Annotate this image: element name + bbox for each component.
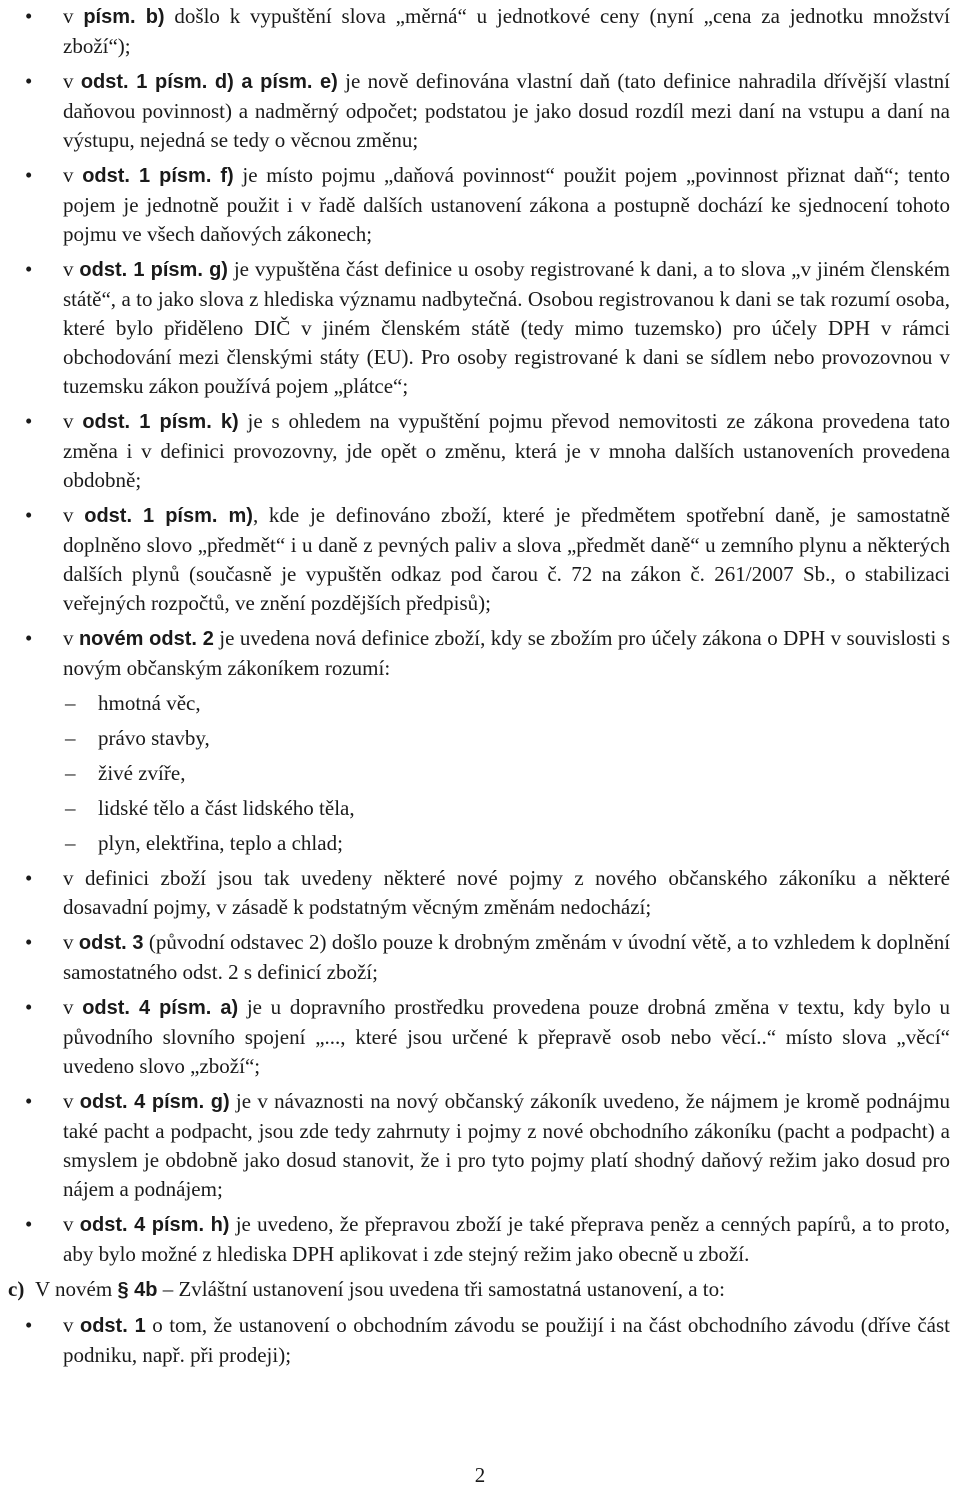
bullet-icon: • — [25, 163, 33, 187]
bullet-paragraph — [8, 928, 950, 987]
text-run: – Zvláštní ustanovení jsou uvedena tři samostatná ustanovení, a to: — [157, 1277, 725, 1301]
dash-item-text: lidské tělo a část lidského těla, — [98, 796, 355, 820]
dash-item-text: plyn, elektřina, teplo a chlad; — [98, 831, 343, 855]
text-run: , kde je definováno zboží, které je předmětem spotřební daně, je samostatně doplněno slovo „předmět“ i u daně z pevných paliv a slova „předmět daně“ u zemního plynu a některých dalších plynů (současně je vypuštěn odkaz pod čarou č. 72 na zákon č. 261/2007 Sb., o stabilizaci veřejných rozpočtů, ve znění pozdějších předpisů); — [63, 503, 950, 615]
dash-list-item — [8, 829, 950, 858]
bold-reference: odst. 1 písm. g) — [79, 259, 228, 281]
bullet-paragraph — [8, 2, 950, 61]
text-run: je uvedeno, že přepravou zboží je také přeprava peněz a cenných papírů, a to proto, aby bylo možné z hlediska DPH aplikovat i zde stejný režim jako obecně u zboží. — [63, 1212, 951, 1266]
section-c-marker: c) — [8, 1277, 25, 1301]
bold-reference: písm. b) — [83, 6, 165, 28]
bold-reference: odst. 3 — [78, 932, 144, 954]
bullet-list-changes — [8, 864, 950, 1269]
text-run: v — [63, 409, 83, 433]
bullet-paragraph — [8, 864, 950, 922]
dash-list-item — [8, 794, 950, 823]
paragraph-text — [63, 1089, 950, 1201]
bullet-paragraph — [8, 624, 950, 683]
bullet-paragraph — [8, 67, 950, 155]
bold-reference: odst. 1 písm. k) — [82, 411, 239, 433]
text-run: v — [63, 1313, 80, 1337]
bullet-paragraph — [8, 407, 950, 495]
dash-list-item — [8, 759, 950, 788]
dash-list-item — [8, 724, 950, 753]
section-c-heading — [8, 1275, 950, 1305]
bullet-paragraph — [8, 1210, 950, 1269]
text-run: v — [63, 930, 79, 954]
bullet-paragraph — [8, 993, 950, 1081]
bullet-icon: • — [25, 930, 33, 954]
bullet-icon: • — [25, 995, 33, 1019]
text-run: v — [63, 503, 85, 527]
text-run: v — [63, 995, 83, 1019]
text-run: v — [63, 1212, 80, 1236]
bullet-icon: • — [25, 69, 33, 93]
paragraph-text — [63, 503, 950, 615]
text-run: v — [63, 1089, 80, 1113]
text-run: (původní odstavec 2) došlo pouze k drobným změnám v úvodní větě, a to vzhledem k doplnění samostatného odst. 2 s definicí zboží; — [63, 930, 951, 984]
bullet-icon: • — [25, 409, 33, 433]
bullet-icon: • — [25, 4, 33, 28]
bullet-list-definitions — [8, 2, 950, 683]
paragraph-text — [63, 4, 950, 58]
paragraph-text — [63, 163, 950, 246]
bullet-icon: • — [25, 866, 33, 890]
bullet-icon: • — [25, 626, 33, 650]
paragraph-text — [63, 626, 950, 680]
bullet-icon: • — [25, 1212, 33, 1236]
text-run: v — [63, 626, 79, 650]
text-run: je v návaznosti na nový občanský zákoník uvedeno, že nájmem je kromě podnájmu také pacht a podpacht, jsou zde tedy zahrnuty i pojmy z nové obchodního zákoníku (pacht a podpacht) a smyslem je obdobně jako dosud stanovit, že i pro tyto pojmy platí shodný daňový režim jako dosud pro nájem a podnájem; — [63, 1089, 951, 1201]
paragraph-text — [63, 866, 950, 919]
bullet-paragraph — [8, 255, 950, 401]
bullet-paragraph — [8, 1311, 950, 1370]
text-run: je nově definována vlastní daň (tato definice nahradila dřívější vlastní daňovou povinnost) a nadměrný odpočet; podstatou je jako dosud rozdíl mezi daní na vstupu a daní na výstupu, nejedná se tedy o věcnou změnu; — [63, 69, 950, 152]
text-run: je vypuštěna část definice u osoby registrované k dani, a to slova „v jiném členském státě“, a to jako slova z hlediska významu nadbytečná. Osobou registrovanou k dani se tak rozumí osoba, které bylo přiděleno DIČ v jiném členském státě (tedy mimo tuzemsko) pro účely DPH v rámci obchodování mezi členskými státy (EU). Pro osoby registrované k dani se sídlem nebo provozovnou v tuzemsku zákon používá pojem „plátce“; — [63, 257, 950, 398]
bullet-paragraph — [8, 1087, 950, 1204]
bullet-icon: • — [25, 1089, 33, 1113]
paragraph-text — [63, 257, 950, 398]
text-run: v — [63, 257, 80, 281]
text-run: o tom, že ustanovení o obchodním závodu se použijí i na část obchodního závodu (dříve část podniku, např. při prodeji); — [63, 1313, 951, 1367]
text-run: je uvedena nová definice zboží, kdy se zbožím pro účely zákona o DPH v souvislosti s novým občanským zákoníkem rozumí: — [63, 626, 951, 680]
bold-reference: odst. 1 písm. d) a písm. e) — [80, 71, 338, 93]
dash-list-item — [8, 689, 950, 718]
text-run: v definici zboží jsou tak uvedeny některé nové pojmy z nového občanského zákoníku a některé dosavadní pojmy, v zásadě k podstatným věcným změnám nedochází; — [63, 866, 950, 919]
dash-item-text: hmotná věc, — [98, 691, 201, 715]
bold-reference: odst. 1 — [80, 1315, 146, 1337]
paragraph-text — [63, 995, 950, 1078]
dash-icon: – — [65, 691, 76, 715]
page-number: 2 — [474, 1463, 486, 1487]
bullet-icon: • — [25, 1313, 33, 1337]
dash-item-text: živé zvíře, — [98, 761, 186, 785]
dash-icon: – — [65, 831, 76, 855]
bullet-paragraph — [8, 161, 950, 249]
text-run: je u dopravního prostředku provedena pouze drobná změna v textu, kdy bylo u původního slovního spojení „..., které jsou určené k přepravě osob nebo věcí..“ místo slova „věcí“ uvedeno slovo „zboží“; — [63, 995, 951, 1078]
dash-item-text: právo stavby, — [98, 726, 210, 750]
bullet-icon: • — [25, 257, 33, 281]
text-run: v — [63, 4, 84, 28]
dash-list-goods — [8, 689, 950, 858]
paragraph-text — [63, 930, 950, 984]
paragraph-text — [63, 1313, 950, 1367]
bold-reference: odst. 4 písm. h) — [79, 1214, 230, 1236]
bold-reference: novém odst. 2 — [78, 628, 214, 650]
text-run: v — [63, 163, 83, 187]
bullet-icon: • — [25, 503, 33, 527]
text-run: V novém — [35, 1277, 118, 1301]
dash-icon: – — [65, 761, 76, 785]
section-c-text — [35, 1277, 725, 1301]
bold-reference: § 4b — [117, 1279, 158, 1301]
text-run: je místo pojmu „daňová povinnost“ použit pojem „povinnost přiznat daň“; tento pojem je jednotně použit i v řadě dalších ustanovení zákona a postupně dochází ke sjednocení tohoto pojmu ve všech daňových zákonech; — [63, 163, 951, 246]
text-run: došlo k vypuštění slova „měrná“ u jednotkové ceny (nyní „cena za jednotku množství zboží“); — [63, 4, 951, 58]
bullet-list-section-c — [8, 1311, 950, 1370]
text-run: v — [63, 69, 81, 93]
bold-reference: odst. 4 písm. g) — [79, 1091, 230, 1113]
paragraph-text — [63, 409, 950, 492]
paragraph-text — [63, 69, 950, 152]
dash-icon: – — [65, 726, 76, 750]
dash-icon: – — [65, 796, 76, 820]
bold-reference: odst. 1 písm. f) — [82, 165, 234, 187]
paragraph-text — [63, 1212, 950, 1266]
bullet-paragraph — [8, 501, 950, 618]
bold-reference: odst. 1 písm. m) — [84, 505, 253, 527]
text-run: je s ohledem na vypuštění pojmu převod nemovitosti ze zákona provedena tato změna i v definici provozovny, jde opět o změnu, která je v mnoha dalších ustanoveních provedena obdobně; — [63, 409, 951, 492]
bold-reference: odst. 4 písm. a) — [82, 997, 239, 1019]
